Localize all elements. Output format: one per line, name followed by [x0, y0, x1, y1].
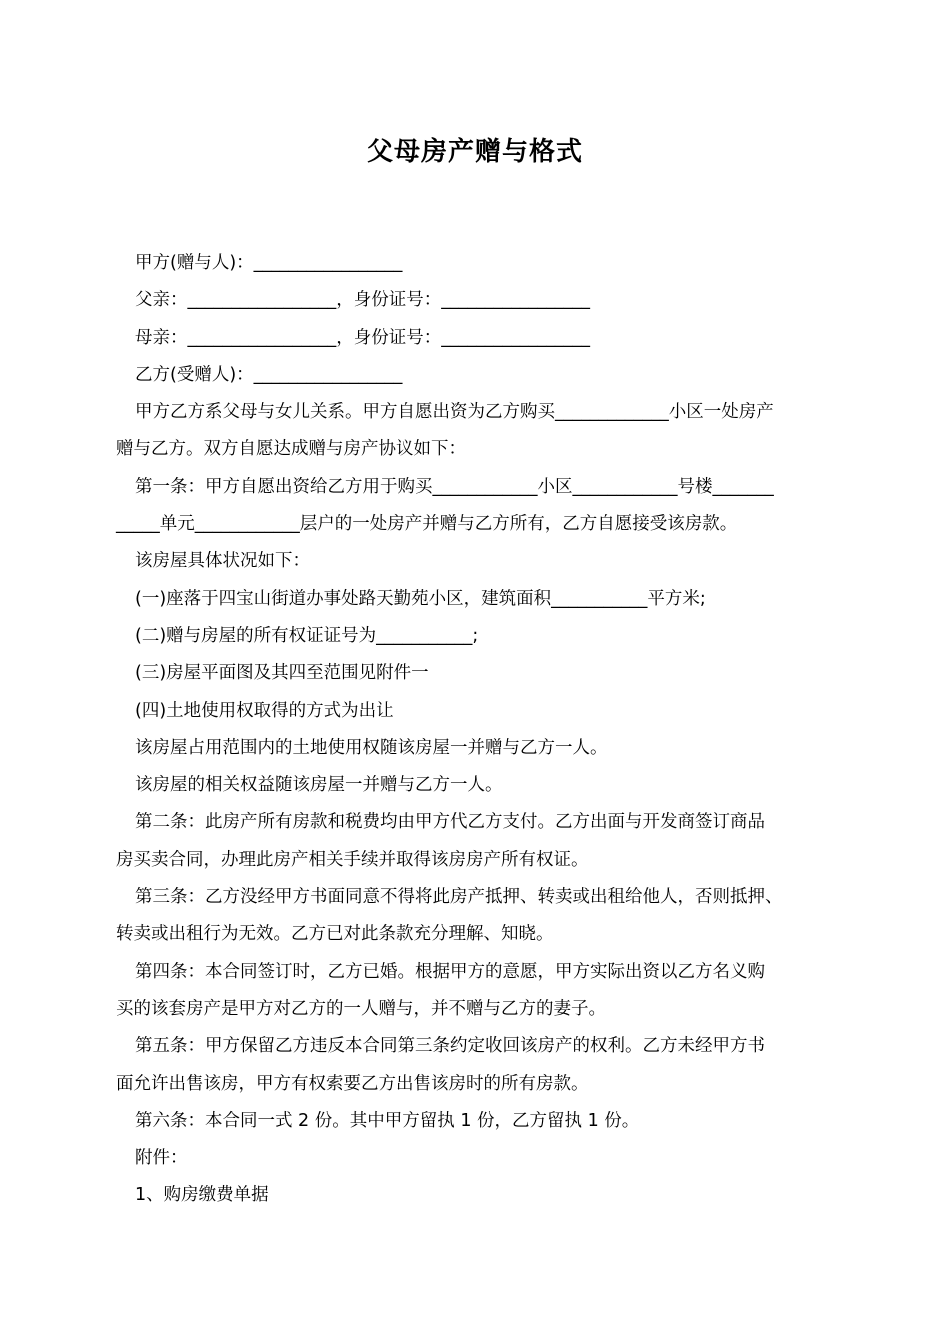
document-body [116, 245, 856, 1215]
document-line: 第三条：乙方没经甲方书面同意不得将此房产抵押、转卖或出租给他人，否则抵押、 [135, 887, 783, 908]
document-line: 第六条：本合同一式 2 份。其中甲方留执 1 份，乙方留执 1 份。 [135, 1110, 640, 1131]
document-line: 该房屋的相关权益随该房屋一并赠与乙方一人。 [135, 775, 503, 796]
document-line: _____单元____________层户的一处房产并赠与乙方所有，乙方自愿接受该房款。 [116, 514, 738, 535]
document-line: (三)房屋平面图及其四至范围见附件一 [135, 663, 429, 684]
document-line: (一)座落于四宝山街道办事处路天勤苑小区，建筑面积___________平方米; [135, 588, 706, 609]
document-line: 第四条：本合同签订时，乙方已婚。根据甲方的意愿，甲方实际出资以乙方名义购 [135, 961, 765, 982]
document-line: 转卖或出租行为无效。乙方已对此条款充分理解、知晓。 [116, 924, 554, 945]
document-line: 父亲：_________________，身份证号：_________________ [135, 290, 590, 311]
document-line: (二)赠与房屋的所有权证证号为___________; [135, 625, 479, 646]
document-line: 赠与乙方。双方自愿达成赠与房产协议如下： [116, 439, 466, 460]
document-title: 父母房产赠与格式 [366, 137, 583, 167]
document-line: 母亲：_________________，身份证号：_________________ [135, 327, 590, 348]
document-line: (四)土地使用权取得的方式为出让 [135, 700, 394, 721]
document-line: 1、购房缴费单据 [135, 1185, 269, 1206]
document-line: 甲方乙方系父母与女儿关系。甲方自愿出资为乙方购买_____________小区一处房产 [135, 402, 774, 423]
document-line: 乙方(受赠人)：_________________ [135, 364, 403, 385]
document-line: 第五条：甲方保留乙方违反本合同第三条约定收回该房产的权利。乙方未经甲方书 [135, 1036, 765, 1057]
document-line: 该房屋具体状况如下： [135, 551, 310, 572]
document-line: 第一条：甲方自愿出资给乙方用于购买____________小区____________号楼_______ [135, 476, 774, 497]
document-line: 第二条：此房产所有房款和税费均由甲方代乙方支付。乙方出面与开发商签订商品 [135, 812, 765, 833]
document-line: 附件： [135, 1148, 188, 1169]
document-line: 面允许出售该房，甲方有权索要乙方出售该房时的所有房款。 [116, 1073, 589, 1094]
document-line: 甲方(赠与人)：_________________ [135, 253, 403, 273]
document-line: 买的该套房产是甲方对乙方的一人赠与，并不赠与乙方的妻子。 [116, 998, 606, 1019]
document-line: 该房屋占用范围内的土地使用权随该房屋一并赠与乙方一人。 [135, 737, 608, 758]
document-line: 房买卖合同，办理此房产相关手续并取得该房房产所有权证。 [116, 849, 589, 870]
